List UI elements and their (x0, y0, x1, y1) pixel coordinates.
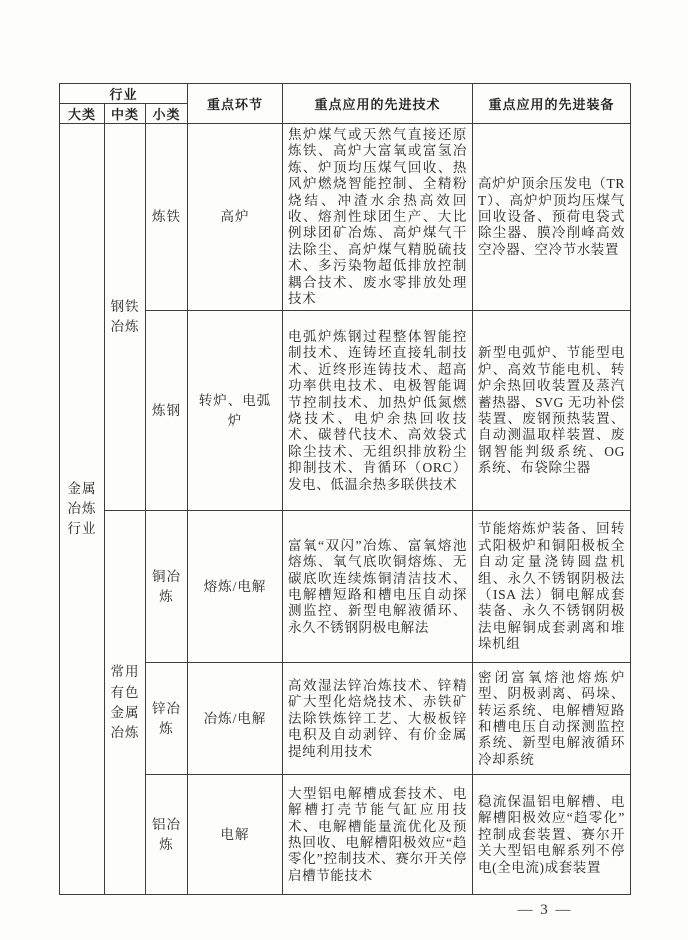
cell-technology-ironmaking: 焦炉煤气或天然气直接还原炼铁、高炉大富氧或富氢冶炼、炉顶均压煤气回收、热风炉燃烧智能控制、全精粉烧结、冲渣水余热高效回收、熔剂性球团生产、大比例球团矿冶炼、高炉煤气干法除尘、高炉煤气精脱硫技术、多污染物超低排放控制耦合技术、废水零排放处理技术 (283, 124, 473, 311)
cell-equipment-aluminum: 稳流保温铝电解槽、电解槽阳极效应“趋零化”控制成套装置、赛尔开关大型铝电解系列不停电(全电流)成套装置 (473, 775, 631, 895)
cell-minor-class-copper: 铜冶炼 (146, 511, 188, 663)
page-number: — 3 — (517, 902, 573, 918)
cell-technology-zinc: 高效湿法锌冶炼技术、锌精矿大型化焙烧技术、赤铁矿法除铁炼锌工艺、大极板锌电积及自动剥锌、有价金属提纯利用技术 (283, 663, 473, 775)
cell-key-link-smelting-electrolysis-zinc: 冶炼/电解 (188, 663, 283, 775)
header-major-class: 大类 (60, 104, 105, 124)
header-advanced-technology: 重点应用的先进技术 (283, 84, 473, 124)
cell-minor-class-zinc: 锌冶炼 (146, 663, 188, 775)
cell-equipment-zinc: 密闭富氧熔池熔炼炉型、阴极剥离、码垛、转运系统、电解槽短路和槽电压自动探测监控系统、新型电解液循环冷却系统 (473, 663, 631, 775)
cell-technology-steelmaking: 电弧炉炼钢过程整体智能控制技术、连铸坯直接轧制技术、近终形连铸技术、超高功率供电技术、电极智能调节控制技术、加热炉低氮燃烧技术、电炉余热回收技术、碳替代技术、高效袋式除尘技术、无组织排放粉尘抑制技术、肯循环（ORC）发电、低温余热多联供技术 (283, 311, 473, 511)
header-middle-class: 中类 (105, 104, 146, 124)
cell-middle-class-nonferrous: 常用有色金属冶炼 (105, 511, 146, 895)
cell-equipment-steelmaking: 新型电弧炉、节能型电炉、高效节能电机、转炉余热回收装置及蒸汽蓄热器、SVG 无功补偿装置、废钢预热装置、自动测温取样装置、废钢智能判级系统、OG 系统、布袋除尘器 (473, 311, 631, 511)
cell-major-class-metal-smelting: 金属冶炼行业 (60, 124, 105, 895)
cell-key-link-converter-eaf: 转炉、电弧炉 (188, 311, 283, 511)
cell-key-link-smelting-electrolysis-copper: 熔炼/电解 (188, 511, 283, 663)
cell-minor-class-ironmaking: 炼铁 (146, 124, 188, 311)
header-advanced-equipment: 重点应用的先进装备 (473, 84, 631, 124)
cell-minor-class-aluminum: 铝冶炼 (146, 775, 188, 895)
cell-key-link-blast-furnace: 高炉 (188, 124, 283, 311)
cell-equipment-copper: 节能熔炼炉装备、回转式阳极炉和铜阳极板全自动定量浇铸圆盘机组、永久不锈钢阴极法（ISA 法）铜电解成套装备、永久不锈钢阴极法电解铜成套剥离和堆垛机组 (473, 511, 631, 663)
cell-technology-copper: 富氧“双闪”冶炼、富氧熔池熔炼、氧气底吹铜熔炼、无碳底吹连续炼铜清洁技术、电解槽短路和槽电压自动探测监控、新型电解液循环、永久不锈钢阴极电解法 (283, 511, 473, 663)
header-industry: 行业 (60, 84, 188, 104)
header-minor-class: 小类 (146, 104, 188, 124)
cell-technology-aluminum: 大型铝电解槽成套技术、电解槽打壳节能气缸应用技术、电解槽能量流优化及预热回收、电解槽阳极效应“趋零化”控制技术、赛尔开关停启槽节能技术 (283, 775, 473, 895)
advanced-tech-equipment-table (59, 83, 631, 895)
cell-key-link-electrolysis-aluminum: 电解 (188, 775, 283, 895)
cell-minor-class-steelmaking: 炼钢 (146, 311, 188, 511)
cell-equipment-ironmaking: 高炉炉顶余压发电（TRT）、高炉炉顶均压煤气回收设备、预荷电袋式除尘器、膜冷削峰高效空冷器、空冷节水装置 (473, 124, 631, 311)
header-key-link: 重点环节 (188, 84, 283, 124)
cell-middle-class-steel: 钢铁冶炼 (105, 124, 146, 511)
